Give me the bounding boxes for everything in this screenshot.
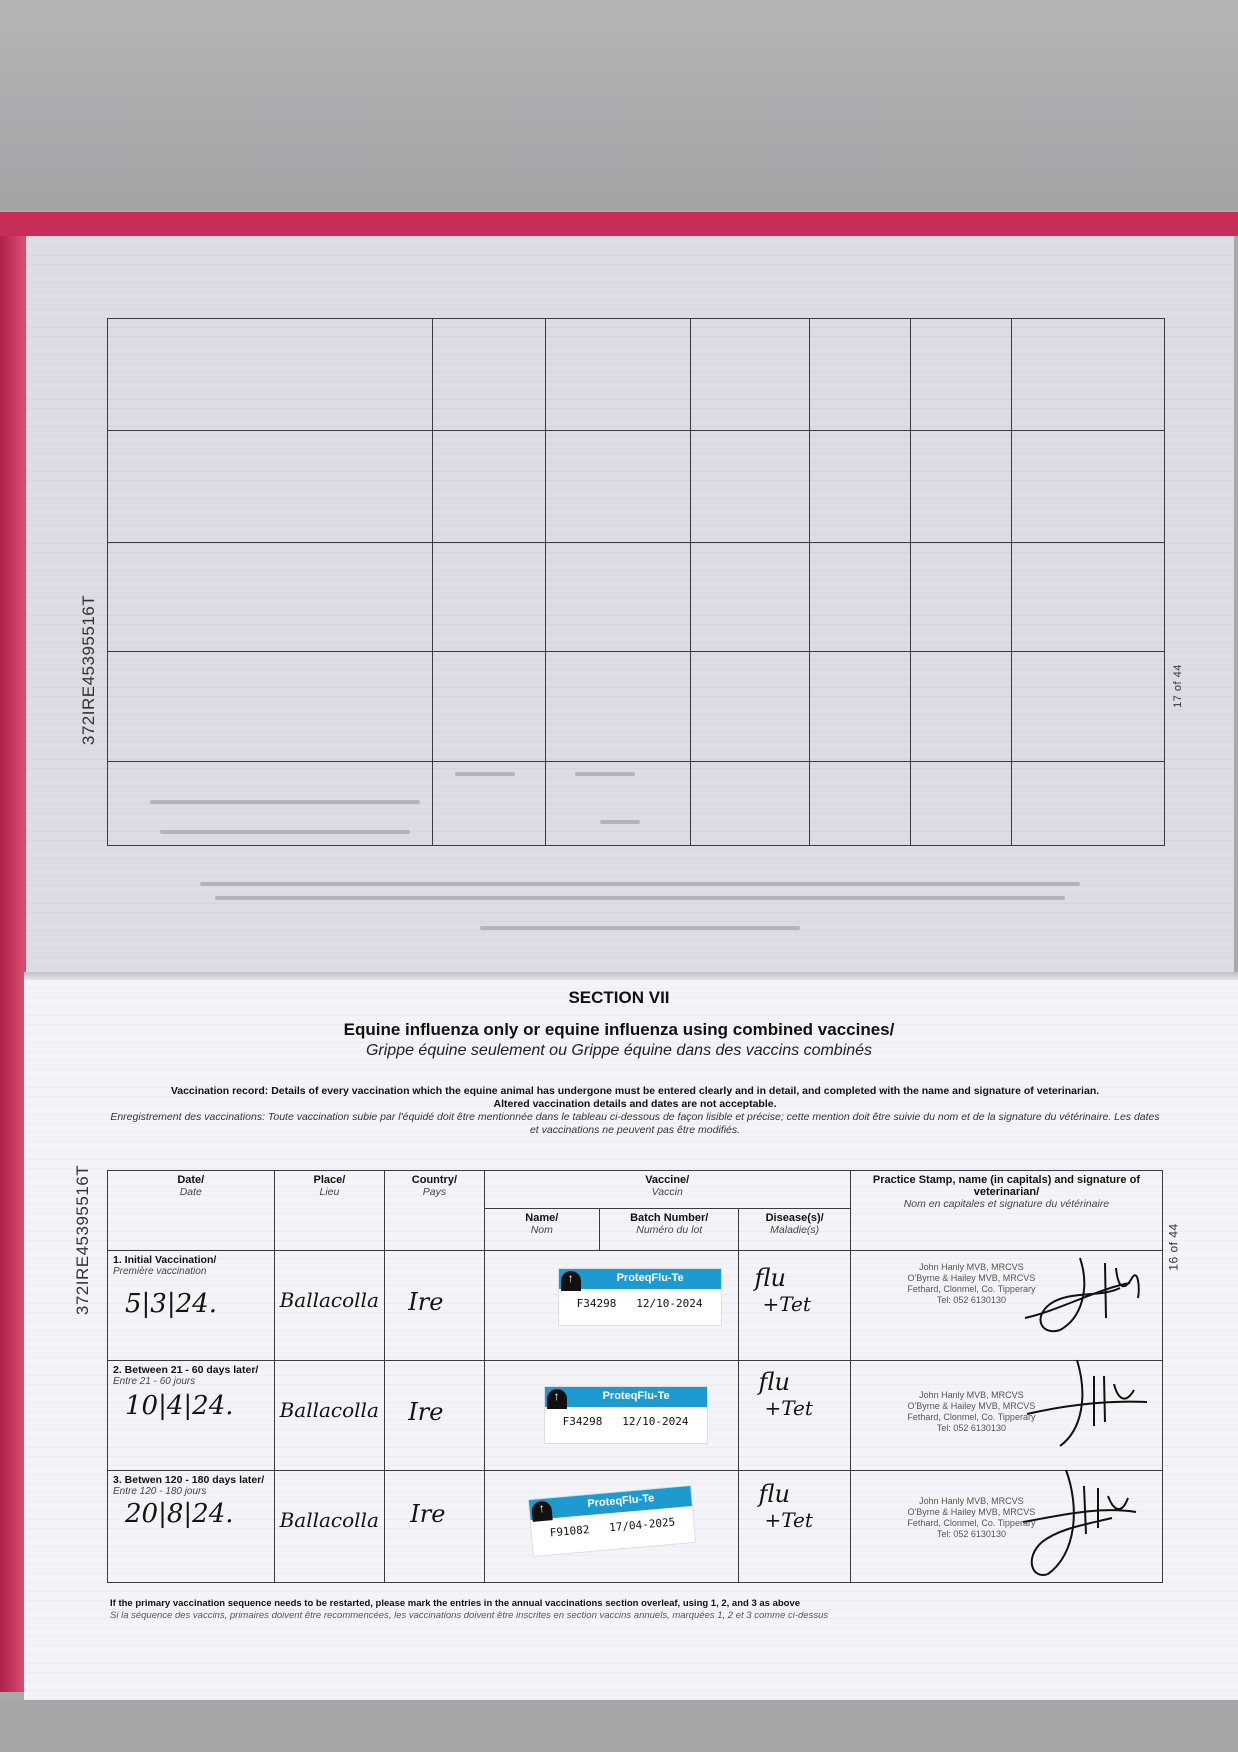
upper-page-table: [107, 318, 1165, 846]
expiry-date: 12/10-2024: [622, 1415, 689, 1428]
row-place-cell: [274, 1471, 385, 1583]
upside-down-header-text: [455, 772, 515, 776]
date-handwritten: 20|8|24.: [125, 1499, 234, 1529]
table-row: [108, 1251, 1163, 1361]
header-country: Country/ Pays: [385, 1171, 484, 1251]
vaccination-table: [107, 1170, 1163, 1583]
header-stamp: Practice Stamp, name (in capitals) and signature of veterinarian/ Nom en capitales et signature du vétérinaire: [850, 1171, 1162, 1251]
lot-number: F34298: [562, 1415, 603, 1428]
arrow-up-icon: ↑: [531, 1500, 553, 1522]
footer-french: Si la séquence des vaccins, primaires doivent être recommencées, les vaccinations doivent être inscrites en section vaccins annuels, marquées 1, 2 et 3 comme ci-dessus: [110, 1610, 829, 1621]
country-handwritten: Ire: [408, 1288, 444, 1316]
row-disease-cell: [739, 1361, 850, 1471]
vaccine-brand: ProteqFlu-Te: [586, 1492, 655, 1511]
intro-french: Enregistrement des vaccinations: Toute vaccination subie par l'équidé doit être mentionnée dans le tableau ci-dessous de façon lisible et précise; cette mention doit être suivie du nom et de la signature du vétérinaire. Les dates et vaccinations ne peuvent pas être modifiés.: [110, 1111, 1160, 1136]
vaccine-sticker: [558, 1268, 722, 1326]
lot-number: F91082: [548, 1523, 590, 1540]
disease-handwritten-2: +Tet: [764, 1396, 813, 1420]
footer-english: If the primary vaccination sequence needs to be restarted, please mark the entries in the annual vaccinations section overleaf, using 1, 2, and 3 as above: [110, 1598, 801, 1609]
row-country-cell: [385, 1251, 484, 1361]
intro-bold: Vaccination record: Details of every vaccination which the equine animal has undergone must be entered clearly and in detail, and completed with the name and signature of veterinarian.: [170, 1085, 1100, 1097]
row-date-cell: 2. Between 21 - 60 days later/ Entre 21 - 60 jours 10|4|24.: [108, 1361, 275, 1471]
section-subtitle-fr: Grippe équine seulement ou Grippe équine dans des vaccins combinés: [365, 1042, 873, 1059]
passport-number-top: 372IRE45395516T: [79, 594, 99, 746]
vaccine-sticker: [544, 1386, 708, 1444]
footer-note: [110, 1598, 828, 1622]
header-place: Place/ Lieu: [274, 1171, 385, 1251]
lot-number: F34298: [576, 1297, 617, 1310]
row-vaccine-cell: [484, 1251, 739, 1361]
header-date: Date/ Date: [108, 1171, 275, 1251]
place-handwritten: Ballacolla: [279, 1398, 379, 1422]
expiry-date: 17/04-2025: [608, 1515, 676, 1535]
disease-handwritten-2: +Tet: [762, 1292, 811, 1316]
row-disease-cell: [739, 1471, 850, 1583]
row-vaccine-cell: [484, 1471, 739, 1583]
upside-down-intro-text: [480, 926, 800, 930]
section-subtitle-en: Equine influenza only or equine influenza using combined vaccines/: [343, 1020, 895, 1039]
intro-bold-2: Altered vaccination details and dates are not acceptable.: [493, 1098, 777, 1110]
row-country-cell: [385, 1361, 484, 1471]
vaccine-brand: ProteqFlu-Te: [602, 1390, 670, 1402]
place-handwritten: Ballacolla: [279, 1508, 379, 1532]
row-date-cell: 3. Betwen 120 - 180 days later/ Entre 120 - 180 jours 20|8|24.: [108, 1471, 275, 1583]
arrow-up-icon: ↑: [561, 1271, 581, 1291]
row-disease-cell: [739, 1251, 850, 1361]
disease-handwritten: flu: [758, 1480, 790, 1508]
disease-handwritten: flu: [754, 1264, 786, 1292]
upside-down-header-text: [600, 820, 640, 824]
row-place-cell: [274, 1251, 385, 1361]
header-disease: Disease(s)/ Maladie(s): [739, 1209, 850, 1251]
date-handwritten: 10|4|24.: [125, 1391, 234, 1421]
vaccine-sticker: [527, 1485, 695, 1557]
upside-down-header-text: [575, 772, 635, 776]
vet-stamp: John Hanly MVB, MRCVS O'Byrne & Hailey MVB, MRCVS Fethard, Clonmel, Co. Tipperary Tel: 052 6130130: [907, 1496, 1036, 1539]
header-vaccine: Vaccine/ Vaccin: [484, 1171, 850, 1209]
table-row: [108, 1471, 1163, 1583]
date-handwritten: 5|3|24.: [125, 1289, 217, 1319]
row-place-cell: [274, 1361, 385, 1471]
vet-signature-1: [1020, 1248, 1150, 1338]
scanner-background-bottom: [0, 1700, 1238, 1752]
vet-signature-2: [1022, 1356, 1152, 1452]
upside-down-intro-text: [215, 896, 1065, 900]
place-handwritten: Ballacolla: [279, 1288, 379, 1312]
vaccine-brand: ProteqFlu-Te: [616, 1272, 684, 1284]
row-country-cell: [385, 1471, 484, 1583]
expiry-date: 12/10-2024: [636, 1297, 703, 1310]
row-date-cell: 1. Initial Vaccination/ Première vaccination 5|3|24.: [108, 1251, 275, 1361]
row-vaccine-cell: [484, 1361, 739, 1471]
table-row: [108, 1361, 1163, 1471]
country-handwritten: Ire: [410, 1500, 446, 1528]
section-title: SECTION VII: [568, 988, 670, 1007]
passport-cover-top-edge: [0, 212, 1238, 236]
intro-text: [110, 1085, 1160, 1137]
vet-signature-3: [1018, 1462, 1148, 1580]
vet-stamp: John Hanly MVB, MRCVS O'Byrne & Hailey MVB, MRCVS Fethard, Clonmel, Co. Tipperary Tel: 052 6130130: [907, 1390, 1036, 1433]
vet-stamp: John Hanly MVB, MRCVS O'Byrne & Hailey MVB, MRCVS Fethard, Clonmel, Co. Tipperary Tel: 052 6130130: [907, 1262, 1036, 1305]
page-number-top: 17 of 44: [1171, 664, 1184, 708]
page-number-bottom: 16 of 44: [1166, 1223, 1181, 1271]
upside-down-intro-text: [200, 882, 1080, 886]
passport-number-bottom: 372IRE45395516T: [73, 1164, 93, 1316]
disease-handwritten: flu: [758, 1368, 790, 1396]
disease-handwritten-2: +Tet: [764, 1508, 813, 1532]
upside-down-header-text: [160, 830, 410, 834]
arrow-up-icon: ↑: [547, 1389, 567, 1409]
header-name: Name/ Nom: [484, 1209, 599, 1251]
scanner-background-top: [0, 0, 1238, 210]
header-batch: Batch Number/ Numéro du lot: [599, 1209, 738, 1251]
upside-down-header-text: [150, 800, 420, 804]
country-handwritten: Ire: [408, 1398, 444, 1426]
